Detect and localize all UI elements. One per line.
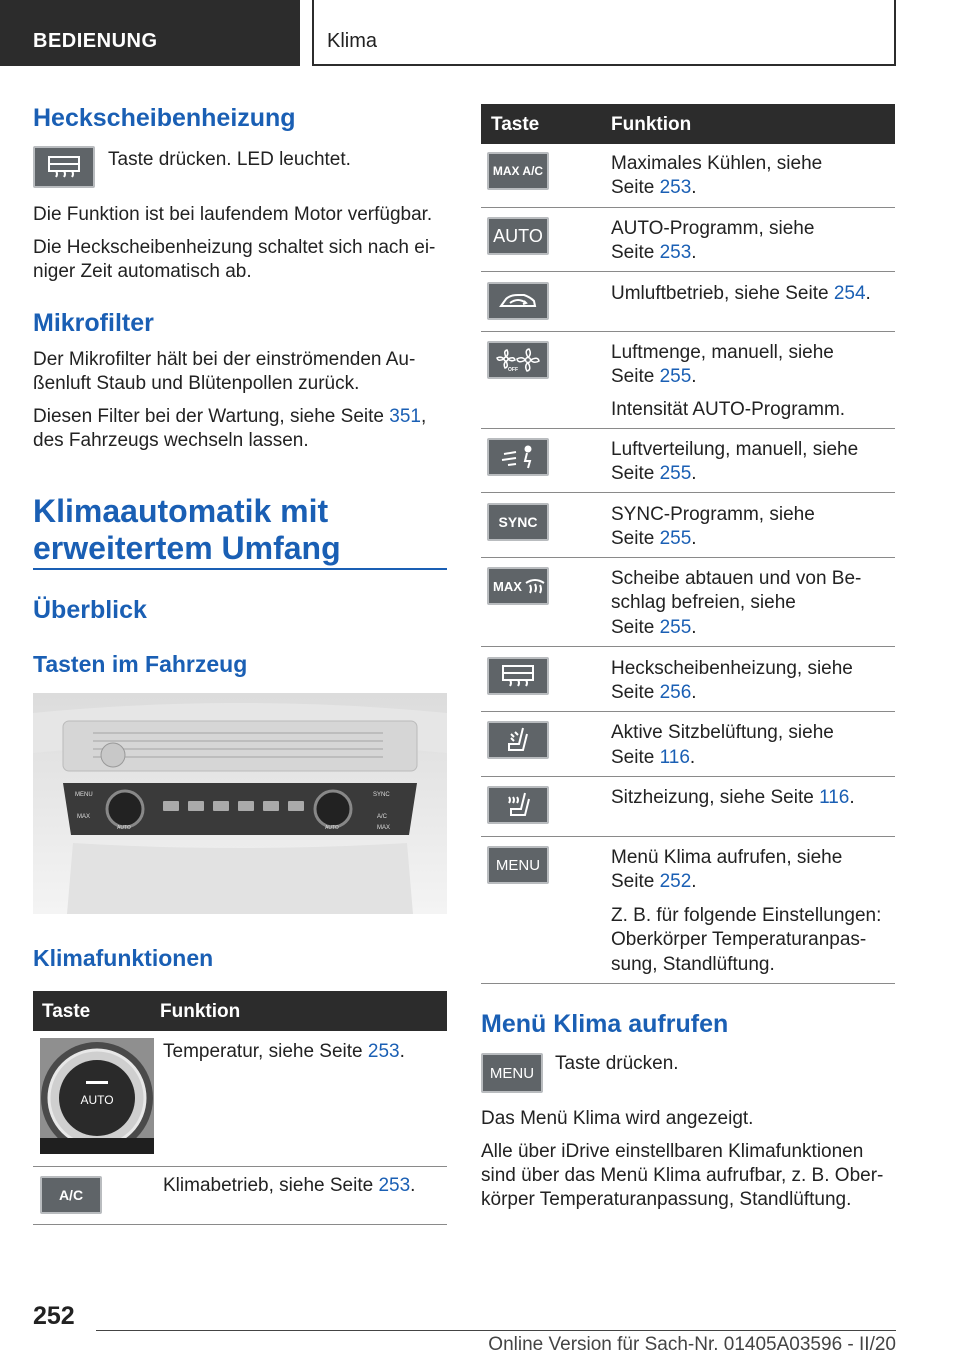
right-row-3-line-1: Umluftbetrieb, siehe Seite 254. [611, 283, 871, 304]
left-table-header [33, 991, 447, 1031]
heading-overview: Überblick [33, 596, 147, 624]
right-table-row-divider [481, 492, 895, 493]
filter-paragraph-1-line-2: ßenluft Staub und Blütenpollen zurück. [33, 373, 360, 394]
right-table-row-divider [481, 271, 895, 272]
menu-paragraph-2-line-2: sind über das Menü Klima aufrufbar, z. B. Ober- [481, 1165, 884, 1186]
right-row-11-line-2: Seite 252. [611, 871, 697, 892]
page-link-116-b[interactable]: 116 [819, 787, 850, 808]
right-table-header [481, 104, 895, 144]
knob-auto-label: AUTO [80, 1093, 114, 1107]
right-row-7-line-1: Scheibe abtauen und von Be- [611, 568, 862, 589]
page-link-255-b[interactable]: 255 [659, 463, 692, 484]
right-table-row-divider [481, 331, 895, 332]
heading-main-line-2: erweitertem Umfang [33, 530, 341, 566]
heading-main-line-1: Klimaautomatik mit [33, 493, 329, 529]
right-row-5-line-1: Luftverteilung, manuell, siehe [611, 439, 859, 460]
page-number: 252 [33, 1302, 75, 1330]
seat-ventilation-icon [503, 726, 533, 754]
right-row-2-line-2: Seite 253. [611, 242, 697, 263]
right-table-row-divider [481, 557, 895, 558]
right-table-row-divider [481, 836, 895, 837]
right-row-11-line-4: Oberkörper Temperaturanpas- [611, 929, 867, 950]
air-distribution-icon [498, 444, 538, 470]
right-row-5-line-2: Seite 255. [611, 463, 697, 484]
page-link-252[interactable]: 252 [659, 871, 692, 892]
left-row-1-text: Temperatur, siehe Seite 253. [163, 1041, 405, 1062]
left-table-row-divider [33, 1224, 447, 1225]
rear-defrost-paragraph-2-line-2: niger Zeit automatisch ab. [33, 261, 252, 282]
footer-version-text: Online Version für Sach-Nr. 01405A03596 - II/20 [488, 1334, 896, 1355]
recirculation-key-icon [487, 282, 549, 320]
rear-defrost-key-icon [33, 146, 95, 188]
heading-microfilter: Mikrofilter [33, 309, 154, 337]
climate-panel-illustration [33, 693, 447, 914]
menu-key-text: Taste drücken. [555, 1053, 679, 1074]
page-link-255-c[interactable]: 255 [659, 528, 692, 549]
seat-ventilation-key-icon [487, 721, 549, 759]
right-table-row-divider [481, 207, 895, 208]
right-row-4-line-2: Seite 255. [611, 366, 697, 387]
heading-buttons-in-vehicle: Tasten im Fahrzeug [33, 651, 248, 677]
right-table-row-divider [481, 711, 895, 712]
header-section-tab [0, 0, 300, 66]
filter-paragraph-2-line-1: Diesen Filter bei der Wartung, siehe Seite 351, [33, 406, 427, 427]
panel-label-max-right: MAX [377, 825, 391, 831]
panel-label-sync: SYNC [373, 792, 390, 798]
rear-defrost-paragraph-2-line-1: Die Heckscheibenheizung schaltet sich nach ei- [33, 237, 436, 258]
temperature-knob-image [40, 1038, 154, 1154]
fan-key-icon [487, 341, 549, 379]
filter-paragraph-2-line-2: des Fahrzeugs wechseln lassen. [33, 430, 309, 451]
menu-paragraph-1: Das Menü Klima wird angezeigt. [481, 1108, 754, 1129]
menu-key-icon-inline: MENU [481, 1053, 543, 1093]
temperature-knob-icon [40, 1038, 154, 1154]
right-table-row-divider [481, 428, 895, 429]
menu-paragraph-2-line-1: Alle über iDrive einstellbaren Klimafunktionen [481, 1141, 864, 1162]
heading-underline [33, 568, 447, 570]
air-distribution-key-icon [487, 438, 549, 476]
page-link-255[interactable]: 255 [659, 366, 692, 387]
page-link-351[interactable]: 351 [389, 406, 421, 427]
seat-heating-key-icon [487, 786, 549, 824]
right-table-col-function: Funktion [611, 114, 692, 135]
panel-label-ac: A/C [377, 814, 388, 820]
right-row-9-line-1: Aktive Sitzbelüftung, siehe [611, 722, 834, 743]
max-ac-key-icon: MAX A/C [487, 152, 549, 190]
recirculation-icon [498, 291, 538, 311]
sync-key-icon: SYNC [487, 503, 549, 541]
footer-divider [96, 1330, 896, 1331]
right-row-11-line-1: Menü Klima aufrufen, siehe [611, 847, 843, 868]
header-section-label: BEDIENUNG [33, 30, 158, 52]
rear-defrost-key-text: Taste drücken. LED leuchtet. [108, 149, 351, 170]
rear-defrost-key-icon-table [487, 657, 549, 695]
filter-paragraph-1-line-1: Der Mikrofilter hält bei der einströmenden Au- [33, 349, 416, 370]
right-table-row-divider [481, 646, 895, 647]
climate-panel-photo [33, 693, 447, 914]
auto-key-icon: AUTO [487, 217, 549, 255]
header-chapter-tab [312, 0, 896, 66]
svg-text:OFF: OFF [508, 367, 518, 372]
panel-label-auto-left: AUTO [117, 825, 131, 831]
right-row-1-line-2: Seite 253. [611, 177, 697, 198]
heading-rear-defrost: Heckscheibenheizung [33, 104, 296, 132]
page-link-255-d[interactable]: 255 [659, 617, 692, 638]
page-link-253[interactable]: 253 [367, 1041, 400, 1062]
heading-climate-functions: Klimafunktionen [33, 945, 214, 971]
header-chapter-label: Klima [327, 30, 378, 52]
right-row-1-line-1: Maximales Kühlen, siehe [611, 153, 823, 174]
page-link-254[interactable]: 254 [833, 283, 866, 304]
right-row-9-line-2: Seite 116. [611, 747, 696, 768]
right-row-8-line-2: Seite 256. [611, 682, 697, 703]
fan-icon [495, 348, 541, 372]
page-link-253-d[interactable]: 253 [659, 242, 692, 263]
max-defrost-key-label: MAX [493, 578, 522, 594]
right-row-11-line-5: sung, Standlüftung. [611, 954, 775, 975]
right-table-col-key: Taste [491, 114, 540, 135]
rear-defrost-icon [501, 664, 535, 688]
left-row-2-text: Klimabetrieb, siehe Seite 253. [163, 1175, 416, 1196]
menu-key-icon: MENU [487, 846, 549, 884]
right-row-11-line-3: Z. B. für folgende Einstellungen: [611, 905, 882, 926]
panel-label-menu: MENU [75, 792, 93, 798]
right-row-10-line-1: Sitzheizung, siehe Seite 116. [611, 787, 855, 808]
right-row-6-line-2: Seite 255. [611, 528, 697, 549]
page-link-256[interactable]: 256 [659, 682, 692, 703]
menu-paragraph-2-line-3: körper Temperaturanpassung, Standlüftung. [481, 1189, 852, 1210]
page-link-253-c[interactable]: 253 [659, 177, 692, 198]
ac-key-icon: A/C [40, 1176, 102, 1214]
page-link-253-b[interactable]: 253 [378, 1175, 411, 1196]
right-row-7-line-3: Seite 255. [611, 617, 697, 638]
rear-defrost-paragraph-1: Die Funktion ist bei laufendem Motor verfügbar. [33, 204, 433, 225]
heading-menu-climate: Menü Klima aufrufen [481, 1010, 729, 1038]
panel-label-max: MAX [77, 814, 91, 820]
left-table-col-key: Taste [42, 1001, 91, 1022]
left-table-row-divider [33, 1166, 447, 1167]
right-row-4-line-3: Intensität AUTO-Programm. [611, 399, 846, 420]
right-table-row-divider [481, 776, 895, 777]
page-link-116[interactable]: 116 [659, 747, 690, 768]
rear-defrost-icon [47, 155, 81, 179]
right-row-7-line-2: schlag befreien, siehe [611, 592, 796, 613]
left-table-col-function: Funktion [160, 1001, 241, 1022]
panel-label-auto-right: AUTO [325, 825, 339, 831]
right-row-6-line-1: SYNC-Programm, siehe [611, 504, 815, 525]
right-row-8-line-1: Heckscheibenheizung, siehe [611, 658, 853, 679]
max-defrost-key-icon [487, 567, 549, 605]
right-row-4-line-1: Luftmenge, manuell, siehe [611, 342, 834, 363]
right-row-2-line-1: AUTO-Programm, siehe [611, 218, 815, 239]
windshield-defrost-icon [524, 575, 546, 597]
right-table-row-divider [481, 983, 895, 984]
seat-heating-icon [503, 791, 533, 819]
